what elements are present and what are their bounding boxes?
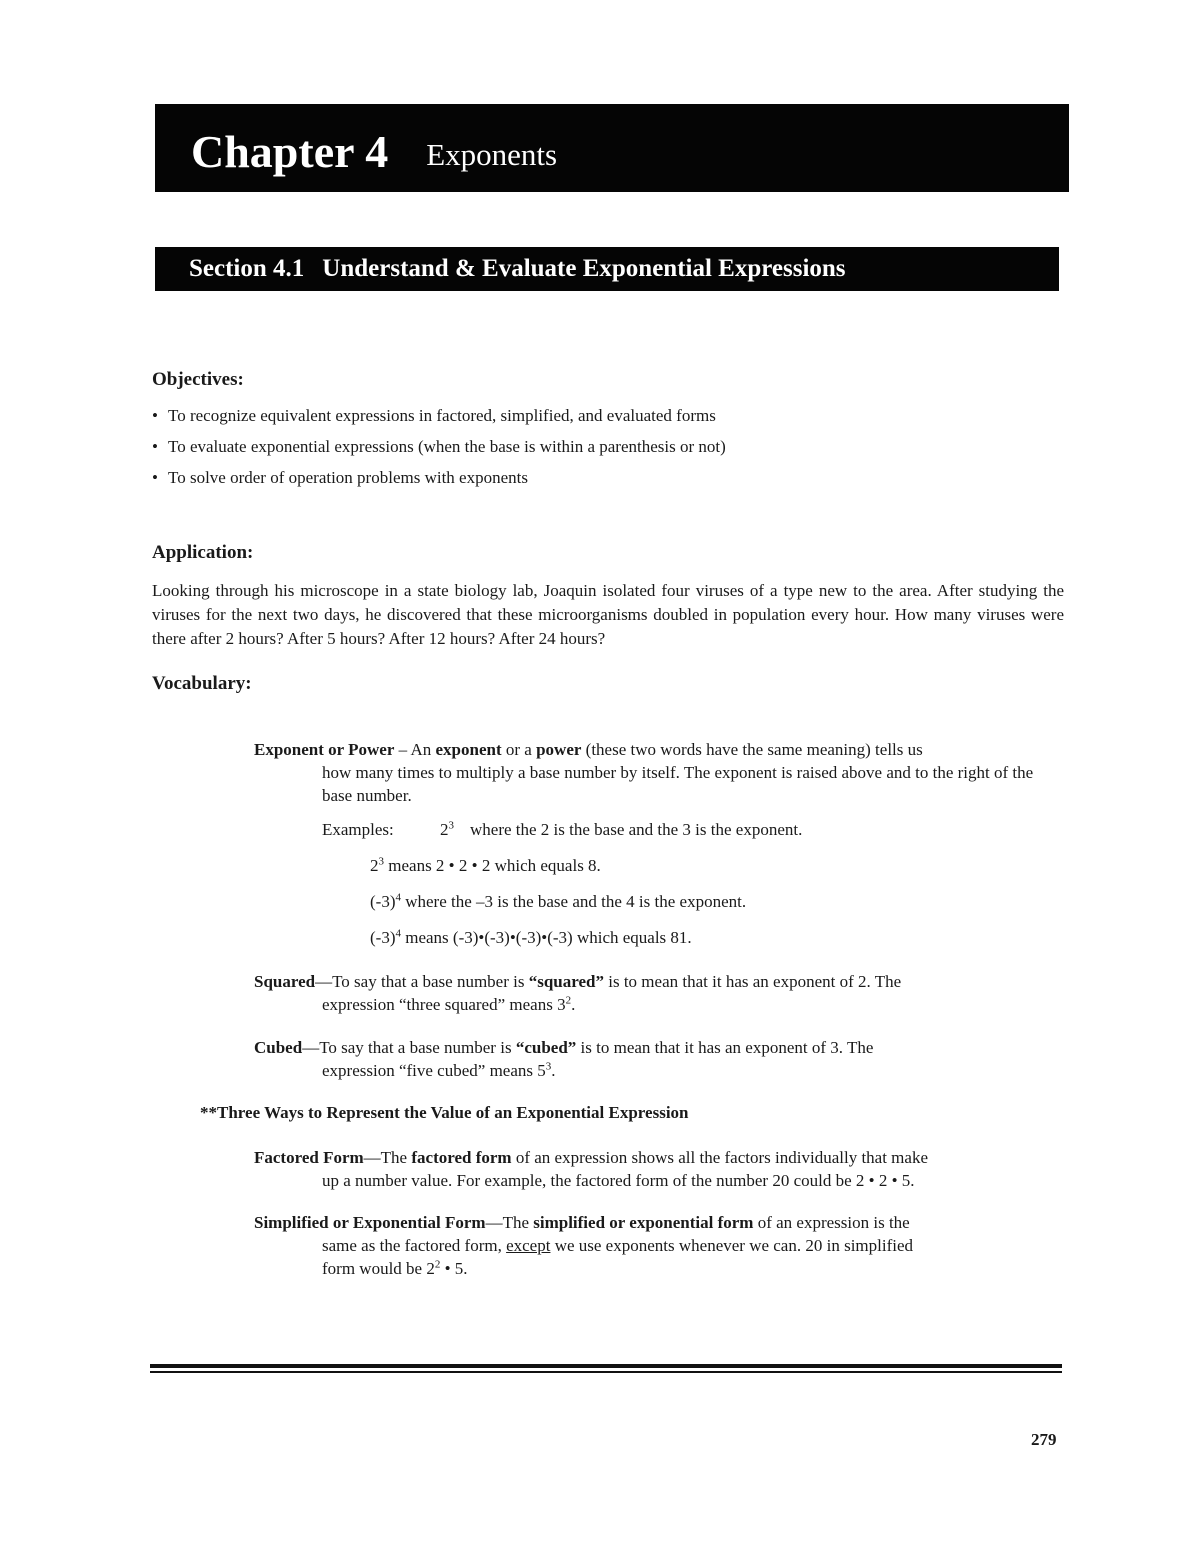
definition-continuation: form would be $2^2$ • 5. [322,1258,468,1278]
bullet-icon: • [152,468,158,487]
example-1: $2^3$ where the 2 is the base and the 3 is the exponent. [440,819,803,839]
term-squared: Squared [254,972,316,991]
footer-rule-thin [150,1371,1062,1373]
term-cubed: Cubed [254,1038,303,1057]
chapter-number: Chapter 4 [191,125,389,177]
section-banner [155,247,1059,291]
footer-rule [150,1364,1062,1368]
objectives-list [152,404,726,497]
application-heading: Application: [152,542,254,563]
example-2: $2^3$ means 2 • 2 • 2 which equals 8. [370,855,601,875]
term-simplified-form: Simplified or Exponential Form [254,1213,486,1232]
definition-continuation: same as the factored form, except we use exponents whenever we can. 20 in simplified [322,1236,914,1255]
list-item: • To evaluate exponential expressions (when the base is within a parenthesis or not) [152,435,726,466]
list-item: • To solve order of operation problems with exponents [152,466,726,497]
vocab-factored-form: Factored Form—The factored form of an expression shows all the factors individually that make up a number value. For example, the factored form of the number 20 could be 2 • 2 • 5. [254,1146,1064,1192]
chapter-title: Exponents [426,137,558,172]
example-4: $(-3)^4$ means (-3)•(-3)•(-3)•(-3) which equals 81. [370,927,692,947]
chapter-banner [155,104,1069,192]
examples-label: Examples: [322,820,394,839]
bullet-icon: • [152,437,158,456]
vocab-squared: Squared—To say that a base number is “squared” is to mean that it has an exponent of 2. The expression “three squared” means $3^2$. [254,970,1064,1016]
vocab-exponent: Exponent or Power – An exponent or a power (these two words have the same meaning) tells us how many times to multiply a base number by itself. The exponent is raised above and to the right of the base number. [254,738,1064,807]
three-ways-heading: **Three Ways to Represent the Value of an Exponential Expression [200,1103,689,1122]
definition-continuation: expression “three squared” means $3^2$. [322,994,576,1014]
application-text: Looking through his microscope in a state biology lab, Joaquin isolated four viruses of a type new to the area. After studying the viruses for the next two days, he discovered that these microorganisms doubled in population every hour. How many viruses were there after 2 hours? After 5 hours? After 12 hours? After 24 hours? [152,581,1064,648]
page-number: 279 [1031,1430,1057,1449]
bullet-icon: • [152,406,158,425]
section-number: Section 4.1 [189,255,305,282]
objectives-heading: Objectives: [152,369,244,390]
section-title: Understand & Evaluate Exponential Expressions [322,255,846,282]
term-factored-form: Factored Form [254,1148,364,1167]
vocab-simplified-form: Simplified or Exponential Form—The simplified or exponential form of an expression is the same as the factored form, except we use exponents whenever we can. 20 in simplified form would be $2^2$ • 5. [254,1211,1064,1280]
definition-continuation: up a number value. For example, the factored form of the number 20 could be 2 • 2 • 5. [322,1171,915,1190]
term-exponent: Exponent or Power [254,740,395,759]
definition-continuation: expression “five cubed” means $5^3$. [322,1060,556,1080]
vocab-cubed: Cubed—To say that a base number is “cubed” is to mean that it has an exponent of 3. The expression “five cubed” means $5^3$. [254,1036,1064,1082]
example-3: $(-3)^4$ where the –3 is the base and the 4 is the exponent. [370,891,747,911]
vocabulary-heading: Vocabulary: [152,673,252,694]
definition-continuation: how many times to multiply a base number by itself. The exponent is raised above and to the right of the base number. [322,763,1034,805]
list-item: • To recognize equivalent expressions in factored, simplified, and evaluated forms [152,404,726,435]
